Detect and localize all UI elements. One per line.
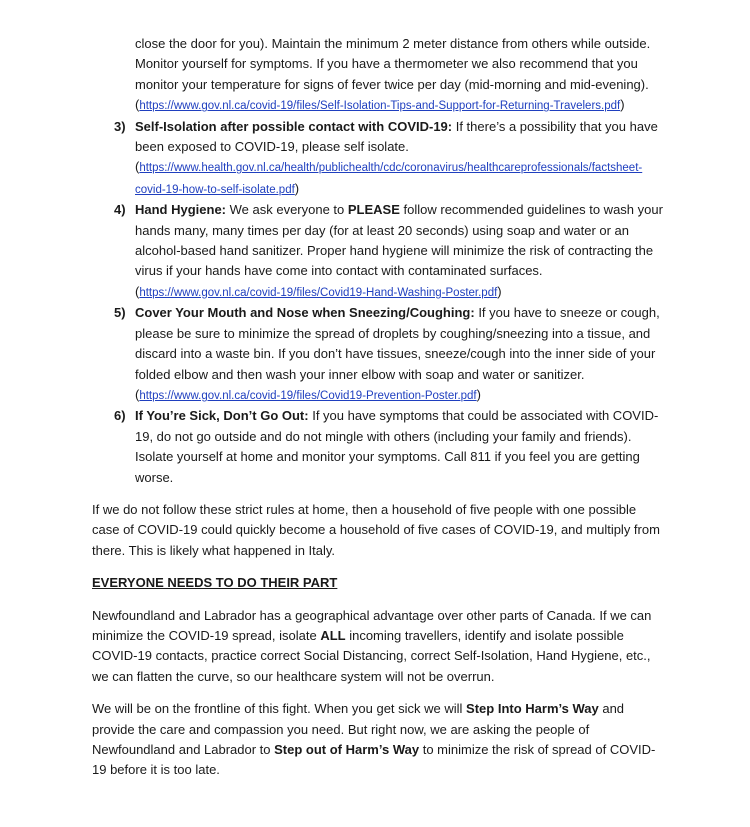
- item-close: ): [294, 180, 300, 196]
- document-body: [92, 34, 664, 781]
- item-body: If you have symptoms that could be associated with COVID-19, do not go outside and do not mingle with others (including your family and friends). Isolate yourself at home and monitor your symptoms. Call 811 if you feel you are getting worse.: [135, 408, 659, 485]
- item-title: Hand Hygiene:: [135, 202, 227, 218]
- item-close: ): [497, 283, 502, 299]
- paragraph-text: incoming travellers, identify and isolate possible COVID-19 contacts, practice correct Social Distancing, correct Self-Isolation, Hand Hygiene, etc., we can flatten the curve, so our healthcare system will not be overrun.: [92, 627, 651, 684]
- frontline-paragraph: [92, 699, 664, 781]
- item-body: follow recommended guidelines to wash your hands many, many times per day (for at least 20 seconds) using soap and water or an alcohol-based hand sanitizer. Proper hand hygiene will minimize the risk of contracting the virus if your hands have come into contact with contaminated surfaces. (: [135, 202, 663, 299]
- list-number: 4): [114, 202, 126, 218]
- continuation-text: close the door for you). Maintain the minimum 2 meter distance from others while outside. Monitor yourself for symptoms. If you have a thermometer we also recommend that you monitor your temperature for signs of fever twice per day (mid-morning and mid-evening). (: [135, 36, 651, 113]
- geographic-advantage-paragraph: [92, 606, 664, 688]
- paragraph-emphasis: Step Into Harm’s Way: [466, 701, 599, 717]
- list-continuation: [135, 34, 664, 117]
- item-body: We ask everyone to: [226, 202, 348, 218]
- continuation-close: ): [620, 97, 625, 113]
- list-number: 5): [114, 305, 126, 321]
- item-body: If there’s a possibility that you have been exposed to COVID-19, please self isolate.: [135, 118, 658, 155]
- paragraph-text: Newfoundland and Labrador has a geographical advantage over other parts of Canada. If we can minimize the COVID-19 spread, isolate: [92, 607, 652, 643]
- list-item-6: [92, 406, 664, 488]
- list-item-5: [92, 303, 664, 406]
- paragraph-text: to minimize the risk of spread of COVID-19 before it is too late.: [92, 742, 656, 778]
- item-close: ): [476, 386, 481, 402]
- item-title: If You’re Sick, Don’t Go Out:: [135, 408, 309, 424]
- list-number: 3): [114, 118, 126, 134]
- item-title: Cover Your Mouth and Nose when Sneezing/Coughing:: [135, 305, 475, 321]
- section-heading: EVERYONE NEEDS TO DO THEIR PART: [92, 575, 338, 591]
- prevention-poster-link[interactable]: https://www.gov.nl.ca/covid-19/files/Covid19-Prevention-Poster.pdf: [139, 389, 477, 402]
- paragraph-text: We will be on the frontline of this fight. When you get sick we will: [92, 701, 467, 717]
- self-isolate-factsheet-link[interactable]: https://www.health.gov.nl.ca/health/publichealth/cdc/coronavirus/healthcareprofessionals/factsheet-covid-19-how-to-self-isolate.pdf: [135, 162, 643, 196]
- list-item-4: [92, 200, 664, 303]
- paragraph-emphasis: Step out of Harm’s Way: [274, 742, 420, 757]
- self-isolation-tips-link[interactable]: https://www.gov.nl.ca/covid-19/files/Self-Isolation-Tips-and-Support-for-Returning-Travelers.pdf: [139, 100, 621, 113]
- hand-washing-poster-link[interactable]: https://www.gov.nl.ca/covid-19/files/Covid19-Hand-Washing-Poster.pdf: [139, 286, 498, 299]
- item-open: (: [135, 159, 140, 175]
- list-item-3: [92, 117, 664, 201]
- list-number: 6): [114, 408, 126, 424]
- paragraph-emphasis: ALL: [320, 627, 346, 643]
- paragraph-text: and provide the care and compassion you need. But right now, we are asking the people of Newfoundland and Labrador to: [92, 701, 625, 757]
- household-paragraph: If we do not follow these strict rules at home, then a household of five people with one possible case of COVID-19 could quickly become a household of five cases of COVID-19, and multiply from there. This is likely what happened in Italy.: [92, 501, 660, 558]
- item-emphasis: PLEASE: [347, 202, 400, 218]
- item-body: If you have to sneeze or cough, please be sure to minimize the spread of droplets by coughing/sneezing into a tissue, and discard into a waste bin. If you don’t have tissues, sneeze/cough into the inner side of your folded elbow and then wash your inner elbow with soap and water or sanitizer. (: [135, 305, 660, 402]
- item-title: Self-Isolation after possible contact with COVID-19:: [135, 118, 453, 134]
